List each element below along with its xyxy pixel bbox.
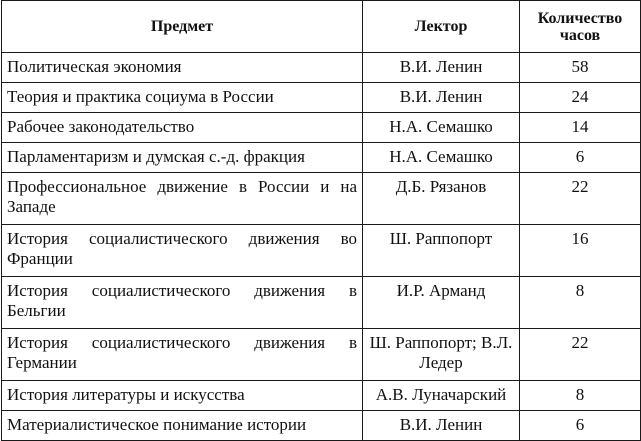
cell-hours: 22 — [520, 329, 641, 381]
table-row — [2, 53, 641, 83]
table-row — [2, 143, 641, 173]
cell-lector: Ш. Раппопорт; В.Л. Ледер — [363, 329, 520, 381]
cell-hours: 58 — [520, 53, 641, 83]
cell-hours: 6 — [520, 143, 641, 173]
cell-lector: Ш. Раппопорт — [363, 225, 520, 277]
cell-subject: История социалистического движения во Франции — [2, 225, 363, 277]
cell-hours: 22 — [520, 173, 641, 225]
cell-lector: Д.Б. Рязанов — [363, 173, 520, 225]
header-lector: Лектор — [363, 1, 520, 53]
curriculum-table — [1, 0, 641, 441]
cell-lector: В.И. Ленин — [363, 411, 520, 441]
table-row — [2, 173, 641, 225]
cell-lector: И.Р. Арманд — [363, 277, 520, 329]
cell-hours: 6 — [520, 411, 641, 441]
cell-subject: Парламентаризм и думская с.-д. фракция — [2, 143, 363, 173]
table-row — [2, 277, 641, 329]
cell-subject: Теория и практика социума в России — [2, 83, 363, 113]
cell-subject: История социалистического движения в Бельгии — [2, 277, 363, 329]
header-subject: Предмет — [2, 1, 363, 53]
table-row — [2, 113, 641, 143]
cell-lector: В.И. Ленин — [363, 53, 520, 83]
table-row — [2, 411, 641, 441]
cell-hours: 16 — [520, 225, 641, 277]
table-header-row — [2, 1, 641, 53]
cell-subject: Политическая экономия — [2, 53, 363, 83]
cell-subject: История социалистического движения в Германии — [2, 329, 363, 381]
table-row — [2, 329, 641, 381]
cell-subject: Рабочее законодательство — [2, 113, 363, 143]
cell-subject: Материалистическое понимание истории — [2, 411, 363, 441]
cell-hours: 14 — [520, 113, 641, 143]
cell-subject: История литературы и искусства — [2, 381, 363, 411]
cell-lector: В.И. Ленин — [363, 83, 520, 113]
cell-subject: Профессиональное движение в России и на Западе — [2, 173, 363, 225]
cell-hours: 24 — [520, 83, 641, 113]
table-row — [2, 381, 641, 411]
table-row — [2, 83, 641, 113]
table-row — [2, 225, 641, 277]
header-hours: Количество часов — [520, 1, 641, 53]
cell-lector: Н.А. Семашко — [363, 113, 520, 143]
cell-hours: 8 — [520, 277, 641, 329]
cell-hours: 8 — [520, 381, 641, 411]
cell-lector: Н.А. Семашко — [363, 143, 520, 173]
cell-lector: А.В. Луначарский — [363, 381, 520, 411]
